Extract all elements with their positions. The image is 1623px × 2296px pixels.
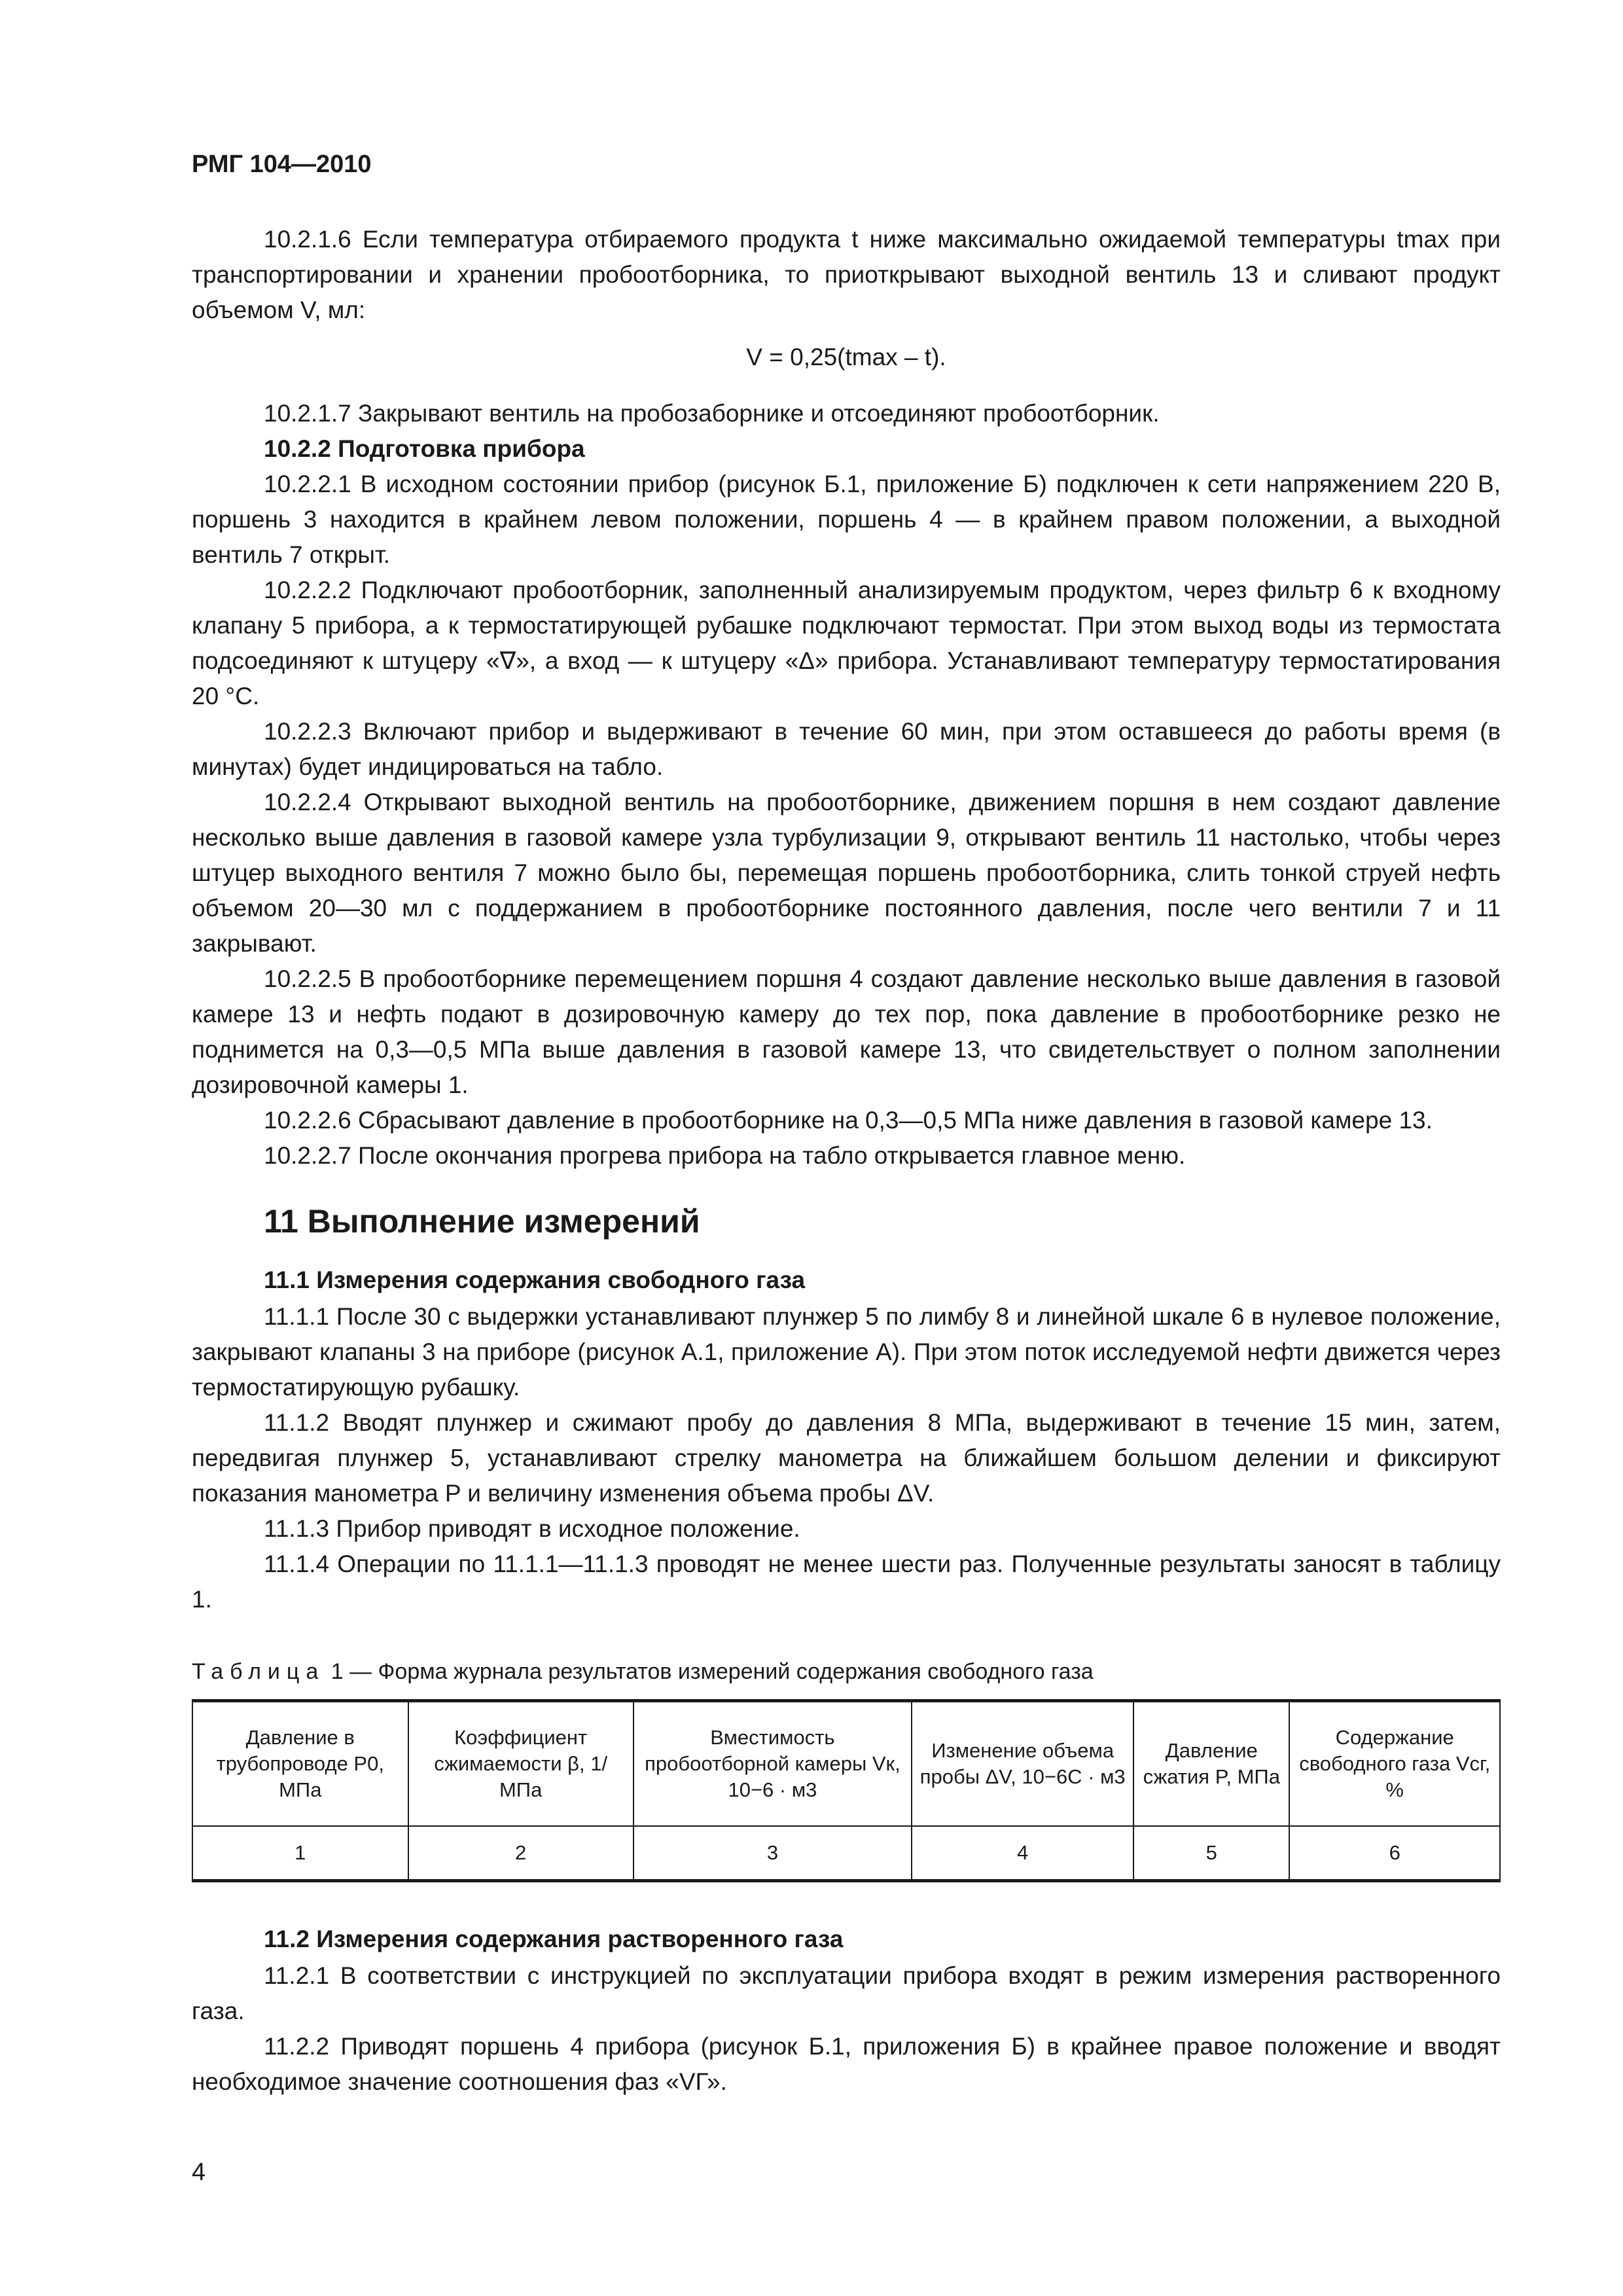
table-header-cell: Коэффициент сжимаемости β, 1/МПа xyxy=(408,1701,633,1827)
paragraph-11-1-4: 11.1.4 Операции по 11.1.1—11.1.3 проводят не менее шести раз. Полученные результаты заносят в таблицу 1. xyxy=(192,1551,1501,1613)
table-cell: 3 xyxy=(633,1826,912,1881)
table-cell: 5 xyxy=(1133,1826,1289,1881)
results-table xyxy=(192,1699,1501,1882)
table-cell: 4 xyxy=(912,1826,1133,1881)
table-cell: 1 xyxy=(192,1826,408,1881)
paragraph-10-2-2-6: 10.2.2.6 Сбрасывают давление в пробоотборнике на 0,3—0,5 МПа ниже давления в газовой камере 13. xyxy=(264,1107,1433,1134)
table-header-cell: Вместимость пробоотборной камеры Vк, 10−6 · м3 xyxy=(633,1701,912,1827)
paragraph-11-1-1: 11.1.1 После 30 с выдержки устанавливают плунжер 5 по лимбу 8 и линейной шкале 6 в нулевое положение, закрывают клапаны 3 на приборе (рисунок А.1, приложение А). При этом поток исследуемой нефти движется через термостатирующую рубашку. xyxy=(192,1303,1501,1401)
paragraph-11-2-1: 11.2.1 В соответствии с инструкцией по эксплуатации прибора входят в режим измерения растворенного газа. xyxy=(192,1962,1501,2024)
formula: V = 0,25(tmax – t). xyxy=(746,344,946,370)
table-caption-word: Таблица xyxy=(192,1659,325,1684)
paragraph-10-2-1-7: 10.2.1.7 Закрывают вентиль на пробозаборнике и отсоединяют пробоотборник. xyxy=(264,400,1160,427)
paragraph-10-2-2-7: 10.2.2.7 После окончания прогрева прибора на табло открывается главное меню. xyxy=(264,1142,1186,1169)
table-caption-text: 1 — Форма журнала результатов измерений содержания свободного газа xyxy=(325,1659,1094,1684)
document-page xyxy=(192,151,1501,2100)
paragraph-10-2-2-1: 10.2.2.1 В исходном состоянии прибор (рисунок Б.1, приложение Б) подключен к сети напряжением 220 В, поршень 3 находится в крайнем левом положении, поршень 4 — в крайнем правом положении, а выходной вентиль 7 открыт. xyxy=(192,471,1501,568)
table-caption xyxy=(192,1659,1501,1685)
page-number: 4 xyxy=(192,2159,206,2186)
paragraph-11-1-3: 11.1.3 Прибор приводят в исходное положение. xyxy=(264,1515,800,1542)
paragraph-10-2-2-3: 10.2.2.3 Включают прибор и выдерживают в течение 60 мин, при этом оставшееся до работы время (в минутах) будет индицироваться на табло. xyxy=(192,718,1501,780)
subsection-heading-11-2: 11.2 Измерения содержания растворенного газа xyxy=(264,1926,844,1952)
subheading-10-2-2: 10.2.2 Подготовка прибора xyxy=(264,435,585,462)
paragraph-11-2-2: 11.2.2 Приводят поршень 4 прибора (рисунок Б.1, приложения Б) в крайнее правое положение и вводят необходимое значение соотношения фаз «VГ». xyxy=(192,2033,1501,2095)
table-header-cell: Изменение объема пробы ΔV, 10−6С · м3 xyxy=(912,1701,1133,1827)
section-heading-11: 11 Выполнение измерений xyxy=(264,1203,700,1240)
table-header-row xyxy=(192,1701,1500,1827)
table-header-cell: Содержание свободного газа Vсг, % xyxy=(1289,1701,1500,1827)
paragraph-10-2-2-5: 10.2.2.5 В пробоотборнике перемещением поршня 4 создают давление несколько выше давления в газовой камере 13 и нефть подают в дозировочную камеру до тех пор, пока давление в пробоотборнике резко не поднимется на 0,3—0,5 МПа выше давления в газовой камере 13, что свидетельствует о полном заполнении дозировочной камеры 1. xyxy=(192,965,1501,1098)
table-cell: 2 xyxy=(408,1826,633,1881)
table-row xyxy=(192,1826,1500,1881)
table-cell: 6 xyxy=(1289,1826,1500,1881)
document-header: РМГ 104—2010 xyxy=(192,151,372,178)
subsection-heading-11-1: 11.1 Измерения содержания свободного газа xyxy=(264,1266,806,1293)
table-header-cell: Давление в трубопроводе P0, МПа xyxy=(192,1701,408,1827)
paragraph-10-2-2-2: 10.2.2.2 Подключают пробоотборник, заполненный анализируемым продуктом, через фильтр 6 к входному клапану 5 прибора, а к термостатирующей рубашке подключают термостат. При этом выход воды из термостата подсоединяют к штуцеру «∇», а вход — к штуцеру «Δ» прибора. Устанавливают температуру термостатирования 20 °С. xyxy=(192,577,1501,709)
paragraph-11-1-2: 11.1.2 Вводят плунжер и сжимают пробу до давления 8 МПа, выдерживают в течение 15 мин, затем, передвигая плунжер 5, устанавливают стрелку манометра на ближайшем большом делении и фиксируют показания манометра P и величину изменения объема пробы ΔV. xyxy=(192,1409,1501,1507)
paragraph-10-2-2-4: 10.2.2.4 Открывают выходной вентиль на пробоотборнике, движением поршня в нем создают давление несколько выше давления в газовой камере узла турбулизации 9, открывают вентиль 11 настолько, чтобы через штуцер выходного вентиля 7 можно было бы, перемещая поршень пробоотборника, слить тонкой струей нефть объемом 20—30 мл с поддержанием в пробоотборнике постоянного давления, после чего вентили 7 и 11 закрывают. xyxy=(192,789,1501,957)
table-header-cell: Давление сжатия P, МПа xyxy=(1133,1701,1289,1827)
paragraph-10-2-1-6: 10.2.1.6 Если температура отбираемого продукта t ниже максимально ожидаемой температуры tmax при транспортировании и хранении пробоотборника, то приоткрывают выходной вентиль 13 и сливают продукт объемом V, мл: xyxy=(192,226,1501,323)
